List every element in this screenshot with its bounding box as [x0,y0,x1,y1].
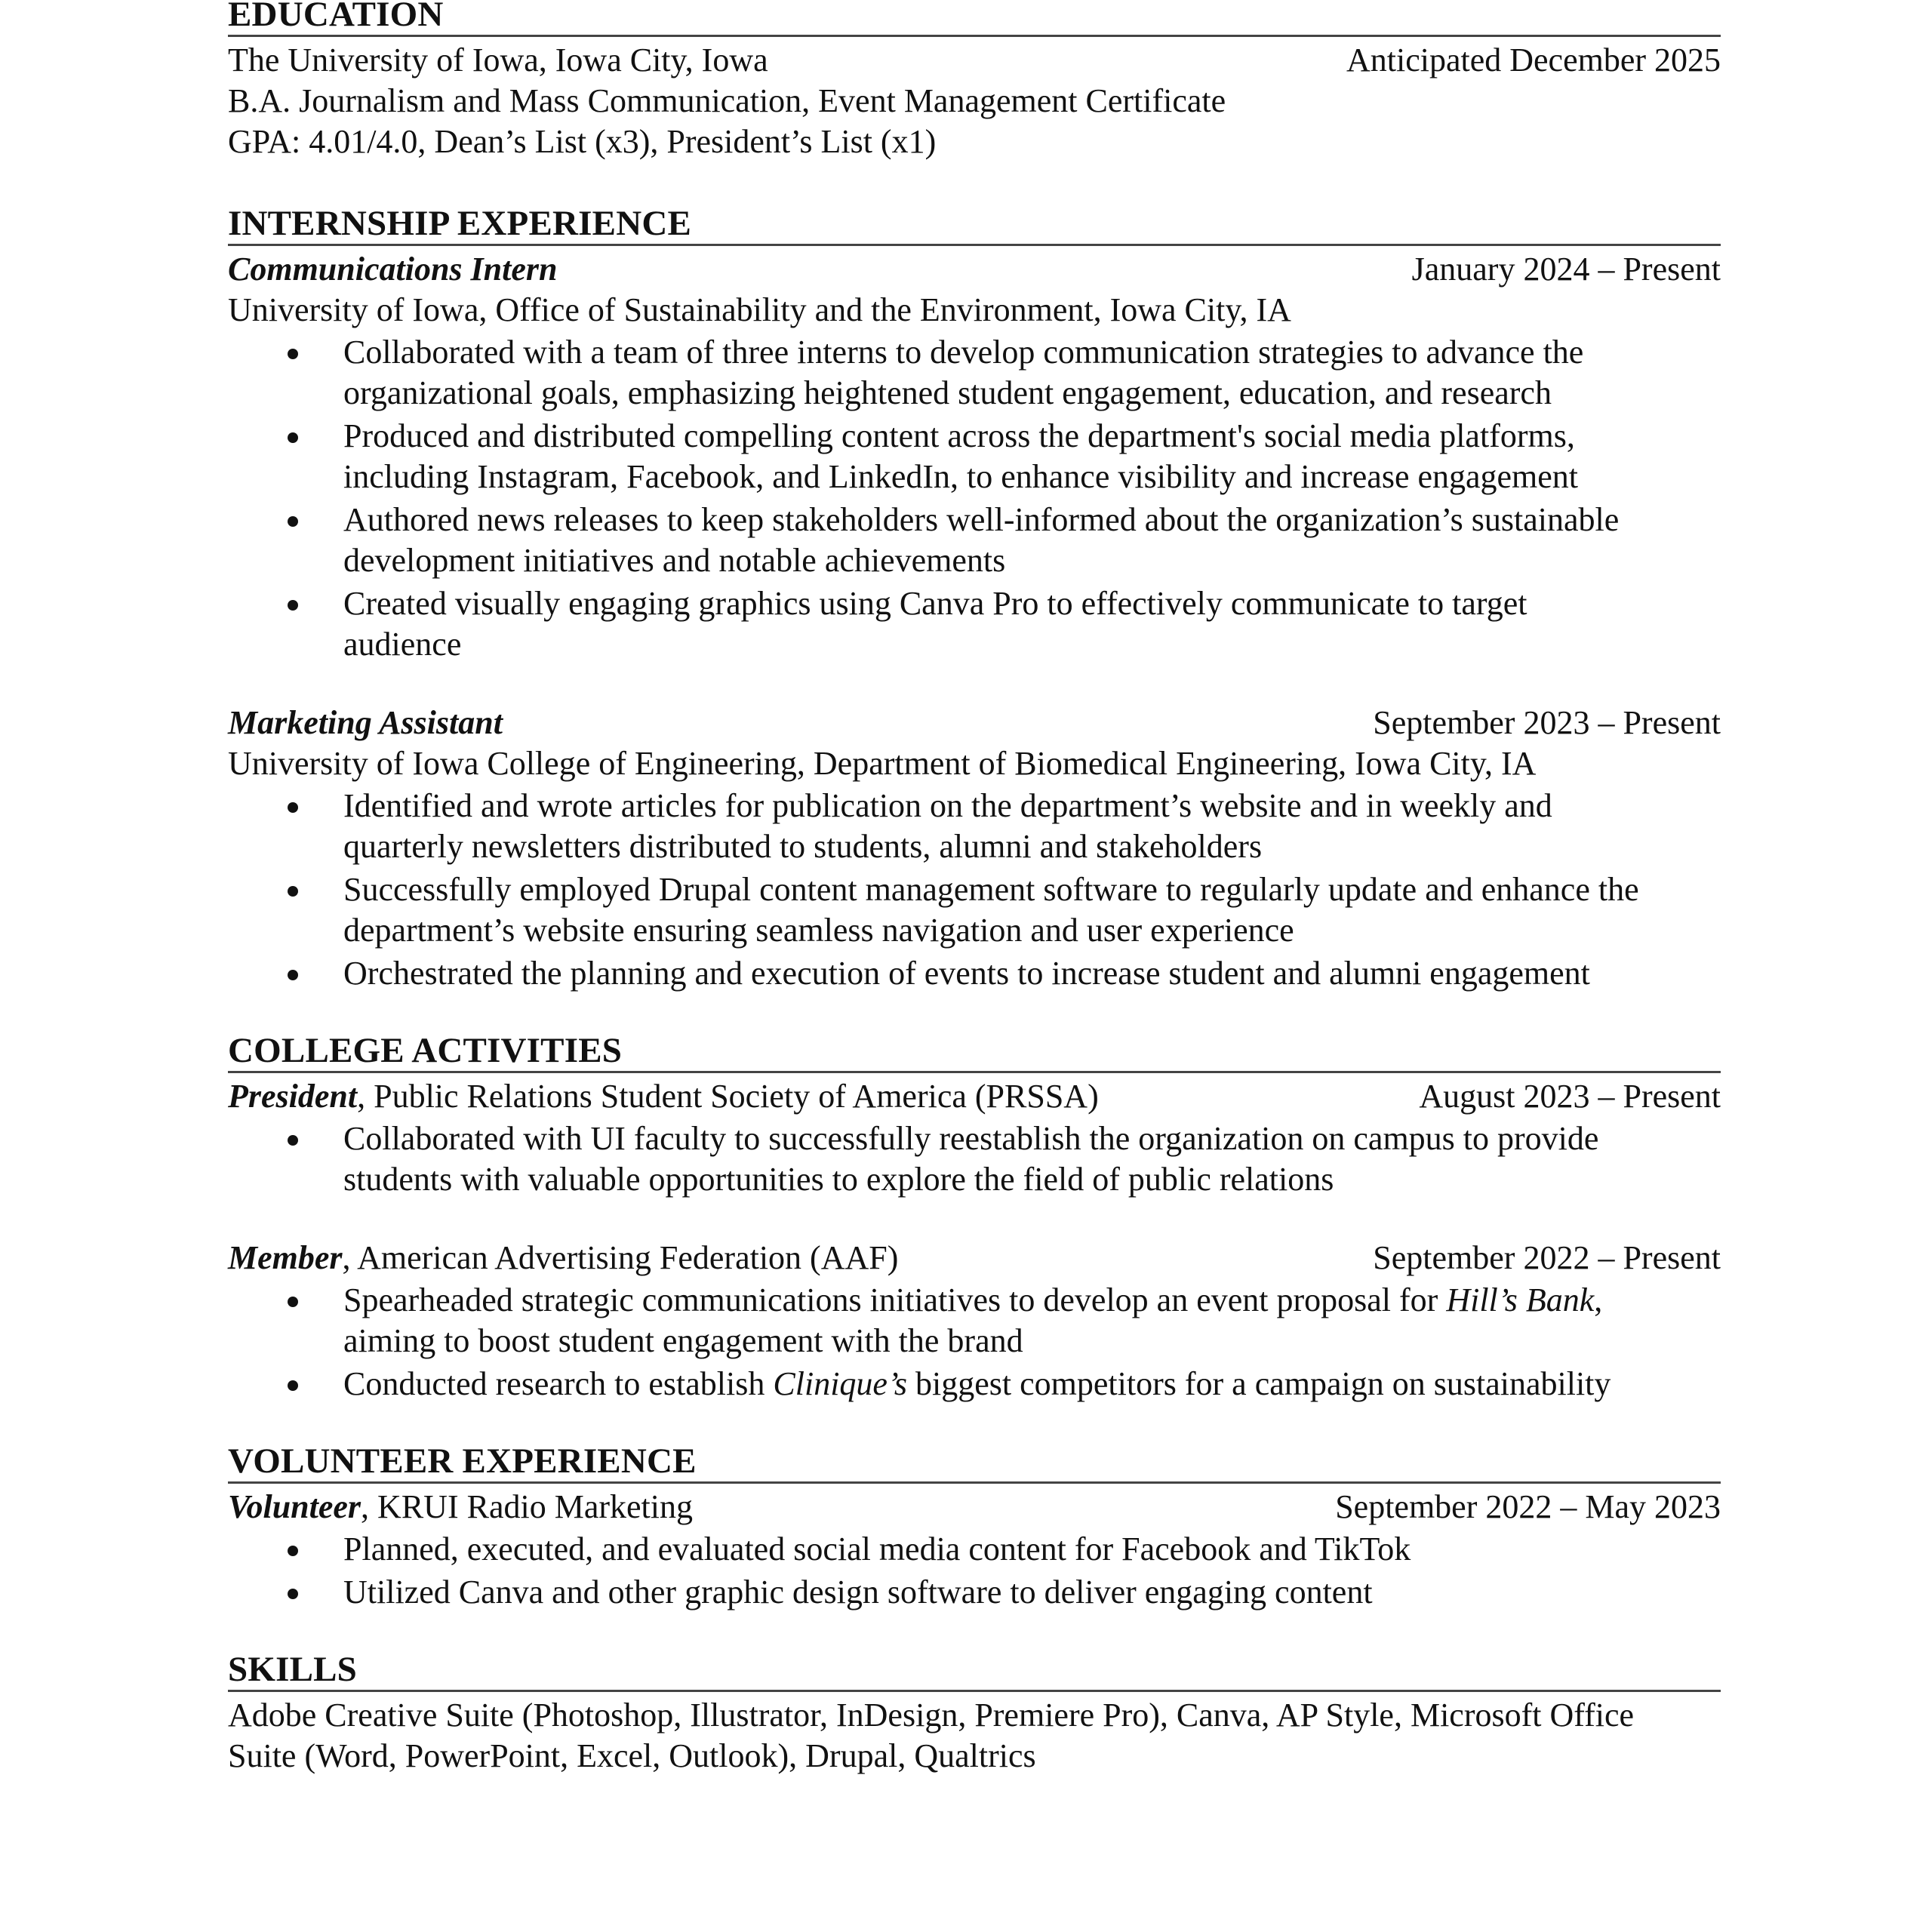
resume-page [228,0,1721,1777]
activity-entry [228,1076,1721,1200]
bullet-item: Created visually engaging graphics using Canva Pro to effectively communicate to target audience [228,583,1721,665]
job-entry [228,703,1721,994]
job-header [228,249,1721,290]
activities-heading: COLLEGE ACTIVITIES [228,1032,1721,1073]
job-org: University of Iowa College of Engineering, Department of Biomedical Engineering, Iowa City, IA [228,745,1537,782]
volunteer-section [228,1442,1721,1613]
activity-header [228,1238,1721,1278]
bullet-item: Identified and wrote articles for publication on the department’s website and in weekly and quarterly newsletters distributed to students, alumni and stakeholders [228,786,1721,867]
bullet-item: Conducted research to establish Clinique’s biggest competitors for a campaign on sustainability [228,1364,1721,1404]
degree: B.A. Journalism and Mass Communication, Event Management Certificate [228,82,1226,119]
activities-section [228,1032,1721,1404]
job-date: September 2023 – Present [1373,704,1721,741]
volunteer-heading: VOLUNTEER EXPERIENCE [228,1442,1721,1484]
internship-section [228,205,1721,994]
activity-header [228,1076,1721,1117]
bullet-item: Successfully employed Drupal content management software to regularly update and enhance the department’s website ensuring seamless navigation and user experience [228,869,1721,951]
company-name: Hill’s Bank [1446,1281,1595,1318]
job-entry [228,249,1721,665]
job-bullets [228,786,1721,994]
job-role: Marketing Assistant [228,704,503,741]
activity-date: August 2023 – Present [1419,1078,1721,1115]
internship-heading: INTERNSHIP EXPERIENCE [228,205,1721,246]
job-header [228,703,1721,743]
activity-org: , American Advertising Federation (AAF) [342,1239,899,1276]
activity-role: President [228,1078,358,1115]
activity-entry [228,1238,1721,1404]
volunteer-date: September 2022 – May 2023 [1335,1488,1721,1525]
school-name: The University of Iowa, Iowa City, Iowa [228,42,768,78]
skills-line: Suite (Word, PowerPoint, Excel, Outlook), Drupal, Qualtrics [228,1737,1036,1774]
skills-line: Adobe Creative Suite (Photoshop, Illustrator, InDesign, Premiere Pro), Canva, AP Style, Microsoft Office [228,1697,1635,1734]
job-bullets [228,332,1721,665]
gpa: GPA: 4.01/4.0, Dean’s List (x3), President’s List (x1) [228,123,937,160]
bullet-item: Spearheaded strategic communications initiatives to develop an event proposal for Hill’s Bank, aiming to boost student engagement with the brand [228,1280,1721,1361]
job-role: Communications Intern [228,251,558,288]
activity-org: , Public Relations Student Society of America (PRSSA) [357,1078,1099,1115]
activity-date: September 2022 – Present [1373,1239,1721,1276]
education-heading: EDUCATION [228,0,1721,37]
graduation-date: Anticipated December 2025 [1346,42,1721,78]
volunteer-bullets [228,1529,1721,1613]
activity-bullets [228,1118,1721,1200]
activity-bullets [228,1280,1721,1404]
volunteer-role: Volunteer [228,1488,361,1525]
bullet-item: Planned, executed, and evaluated social media content for Facebook and TikTok [228,1529,1721,1570]
volunteer-org: , KRUI Radio Marketing [361,1488,693,1525]
bullet-item: Utilized Canva and other graphic design software to deliver engaging content [228,1572,1721,1613]
bullet-item: Collaborated with a team of three interns to develop communication strategies to advance the organizational goals, emphasizing heightened student engagement, education, and research [228,332,1721,414]
bullet-item: Authored news releases to keep stakeholders well-informed about the organization’s sustainable development initiatives and notable achievements [228,500,1721,581]
volunteer-header [228,1487,1721,1527]
bullet-item: Produced and distributed compelling content across the department's social media platforms, including Instagram, Facebook, and LinkedIn, to enhance visibility and increase engagement [228,416,1721,497]
education-section [228,0,1721,162]
company-name: Clinique’s [773,1365,908,1402]
job-date: January 2024 – Present [1411,251,1721,288]
activity-role: Member [228,1239,343,1276]
job-org: University of Iowa, Office of Sustainability and the Environment, Iowa City, IA [228,291,1291,328]
skills-section [228,1651,1721,1777]
bullet-item: Orchestrated the planning and execution of events to increase student and alumni engagement [228,953,1721,994]
skills-heading: SKILLS [228,1651,1721,1692]
bullet-item: Collaborated with UI faculty to successfully reestablish the organization on campus to provide students with valuable opportunities to explore the field of public relations [228,1118,1721,1200]
education-school-row [228,40,1721,81]
